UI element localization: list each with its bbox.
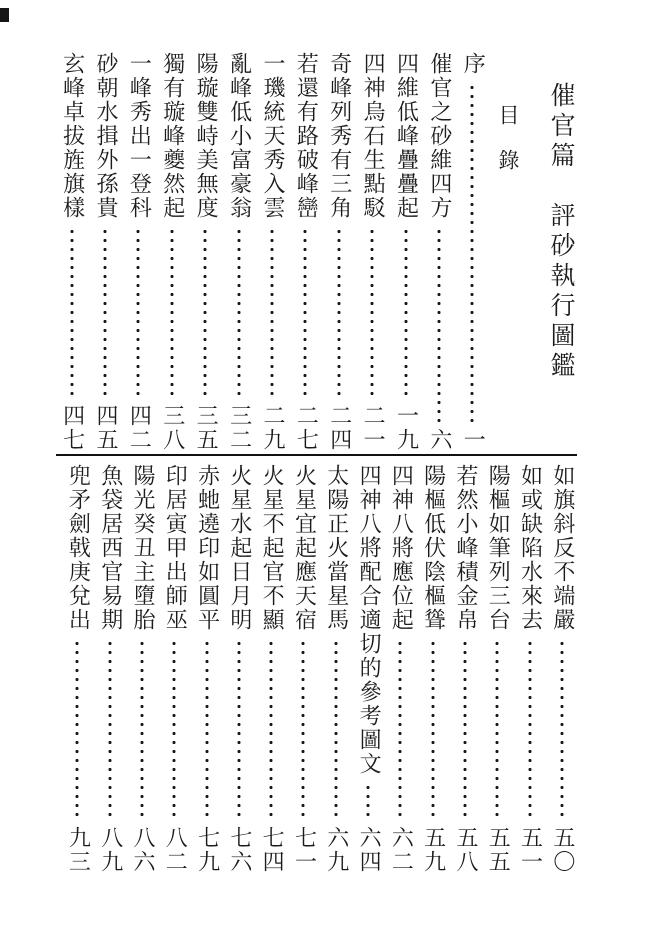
toc-entry xyxy=(513,464,545,874)
entry-title: 火星水起日月明 xyxy=(226,464,252,632)
dotted-leader xyxy=(560,639,564,821)
toc-entry xyxy=(417,464,449,874)
entry-page-number: 七六 xyxy=(226,826,252,874)
toc-entry xyxy=(155,52,188,452)
entry-page-number: 二九 xyxy=(259,404,285,452)
dotted-leader xyxy=(75,639,79,821)
toc-entry xyxy=(88,52,121,452)
toc-entry xyxy=(322,52,355,452)
toc-entry xyxy=(481,464,513,874)
dotted-leader xyxy=(303,227,307,399)
toc-entry xyxy=(255,52,288,452)
entry-page-number: 五〇 xyxy=(549,826,575,874)
entry-title: 亂峰低小富豪翁 xyxy=(226,52,252,220)
entry-title: 若還有路破峰巒 xyxy=(293,52,319,220)
dotted-leader xyxy=(140,639,144,821)
toc-entry xyxy=(355,52,388,452)
entry-title: 太陽正火當星馬 xyxy=(323,464,349,632)
dotted-leader xyxy=(237,227,241,399)
entry-title: 奇峰列秀有三角 xyxy=(326,52,352,220)
entry-title: 兜矛劍戟庚兌出 xyxy=(65,464,91,632)
entry-page-number: 一 xyxy=(460,428,486,452)
dotted-leader xyxy=(103,227,107,399)
entry-page-number: 七九 xyxy=(194,826,220,874)
toc-entry xyxy=(122,52,155,452)
toc-entry xyxy=(384,464,416,874)
entry-title: 如旗斜反不端嚴 xyxy=(549,464,575,632)
entry-title: 陽璇雙峙美無度 xyxy=(193,52,219,220)
entry-page-number: 二四 xyxy=(326,404,352,452)
entry-title: 玄峰卓拔旌旗樣 xyxy=(59,52,85,220)
dotted-leader xyxy=(136,227,140,399)
toc-top-section xyxy=(54,52,489,452)
dotted-leader xyxy=(437,227,441,423)
dotted-leader xyxy=(528,639,532,821)
entry-title: 一峰秀出一登科 xyxy=(126,52,152,220)
dotted-leader xyxy=(398,639,402,821)
book-title: 催官篇 評砂執行圖鑑 xyxy=(547,82,576,382)
entry-page-number: 二七 xyxy=(293,404,319,452)
dotted-leader xyxy=(269,639,273,821)
toc-entry xyxy=(190,464,222,874)
entry-page-number: 四五 xyxy=(93,404,118,452)
dotted-leader xyxy=(203,227,207,399)
toc-heading: 目錄 xyxy=(496,104,520,194)
entry-title: 如或缺陷水來去 xyxy=(517,464,543,632)
entry-page-number: 九三 xyxy=(65,826,91,874)
entry-title: 印居寅甲出師巫 xyxy=(162,464,188,632)
dotted-leader xyxy=(431,639,435,821)
dotted-leader xyxy=(70,227,74,399)
dotted-leader xyxy=(370,227,374,399)
entry-title: 催官之砂維四方 xyxy=(426,52,452,220)
entry-title: 序 xyxy=(460,52,486,76)
toc-entry xyxy=(422,52,455,452)
toc-entry xyxy=(55,52,88,452)
dotted-leader xyxy=(463,639,467,821)
entry-page-number: 五一 xyxy=(517,826,543,874)
dotted-leader xyxy=(205,639,209,821)
dotted-leader xyxy=(495,639,499,821)
entry-page-number: 八六 xyxy=(129,826,155,874)
toc-entry xyxy=(158,464,190,874)
entry-title: 獨有璇峰夔然起 xyxy=(159,52,185,220)
dotted-leader xyxy=(301,639,305,821)
entry-page-number: 六 xyxy=(426,428,452,452)
toc-entry xyxy=(94,464,126,874)
scan-artifact xyxy=(0,8,9,22)
entry-page-number: 三八 xyxy=(159,404,185,452)
entry-page-number: 三二 xyxy=(226,404,252,452)
toc-entry xyxy=(188,52,221,452)
entry-page-number: 四二 xyxy=(126,404,152,452)
entry-title: 四維低峰疊疊起 xyxy=(393,52,419,220)
entry-title: 一璣統天秀入雲 xyxy=(259,52,285,220)
entry-page-number: 四七 xyxy=(59,404,85,452)
toc-entry xyxy=(223,464,255,874)
entry-title: 陽光癸丑主墮胎 xyxy=(129,464,155,632)
toc-entry xyxy=(449,464,481,874)
entry-page-number: 一九 xyxy=(393,404,419,452)
toc-entry xyxy=(456,52,489,452)
entry-title: 陽樞如筆列三台 xyxy=(485,464,511,632)
entry-title: 若然小峰積金帛 xyxy=(452,464,478,632)
toc-entry xyxy=(352,464,384,874)
dotted-leader xyxy=(470,83,474,423)
entry-page-number: 二一 xyxy=(360,404,386,452)
dotted-leader xyxy=(237,639,241,821)
entry-page-number: 五八 xyxy=(452,826,478,874)
dotted-leader xyxy=(108,639,112,821)
entry-page-number: 五五 xyxy=(485,826,511,874)
dotted-leader xyxy=(337,227,341,399)
toc-entry xyxy=(320,464,352,874)
entry-page-number: 五九 xyxy=(420,826,446,874)
toc-entry xyxy=(389,52,422,452)
toc-entry xyxy=(255,464,287,874)
entry-page-number: 六四 xyxy=(356,826,382,874)
section-divider xyxy=(56,454,577,456)
entry-title: 赤虵遶印如圓平 xyxy=(194,464,220,632)
entry-page-number: 七一 xyxy=(291,826,317,874)
dotted-leader xyxy=(270,227,274,399)
toc-entry xyxy=(546,464,578,874)
dotted-leader xyxy=(172,639,176,821)
entry-page-number: 六二 xyxy=(388,826,414,874)
entry-title: 魚袋居西官易期 xyxy=(97,464,123,632)
entry-title: 陽樞低伏陰樞聳 xyxy=(420,464,446,632)
entry-title: 火星不起官不顯 xyxy=(259,464,285,632)
entry-page-number: 八九 xyxy=(97,826,123,874)
dotted-leader xyxy=(404,227,408,399)
toc-entry xyxy=(222,52,255,452)
toc-entry xyxy=(287,464,319,874)
toc-bottom-section xyxy=(60,464,578,874)
entry-page-number: 八二 xyxy=(162,826,188,874)
entry-title: 砂朝水揖外孫貴 xyxy=(93,52,118,220)
toc-entry xyxy=(61,464,93,874)
entry-title: 四神烏石生點駁 xyxy=(360,52,386,220)
entry-page-number: 七四 xyxy=(259,826,285,874)
entry-title: 四神八將應位起 xyxy=(388,464,414,632)
toc-entry xyxy=(289,52,322,452)
entry-page-number: 三五 xyxy=(193,404,219,452)
entry-page-number: 六九 xyxy=(323,826,349,874)
entry-title: 火星宜起應天宿 xyxy=(291,464,317,632)
entry-title: 四神八將配合適切的參考圖文 xyxy=(356,464,382,776)
dotted-leader xyxy=(170,227,174,399)
dotted-leader xyxy=(366,783,370,821)
dotted-leader xyxy=(334,639,338,821)
toc-entry xyxy=(126,464,158,874)
